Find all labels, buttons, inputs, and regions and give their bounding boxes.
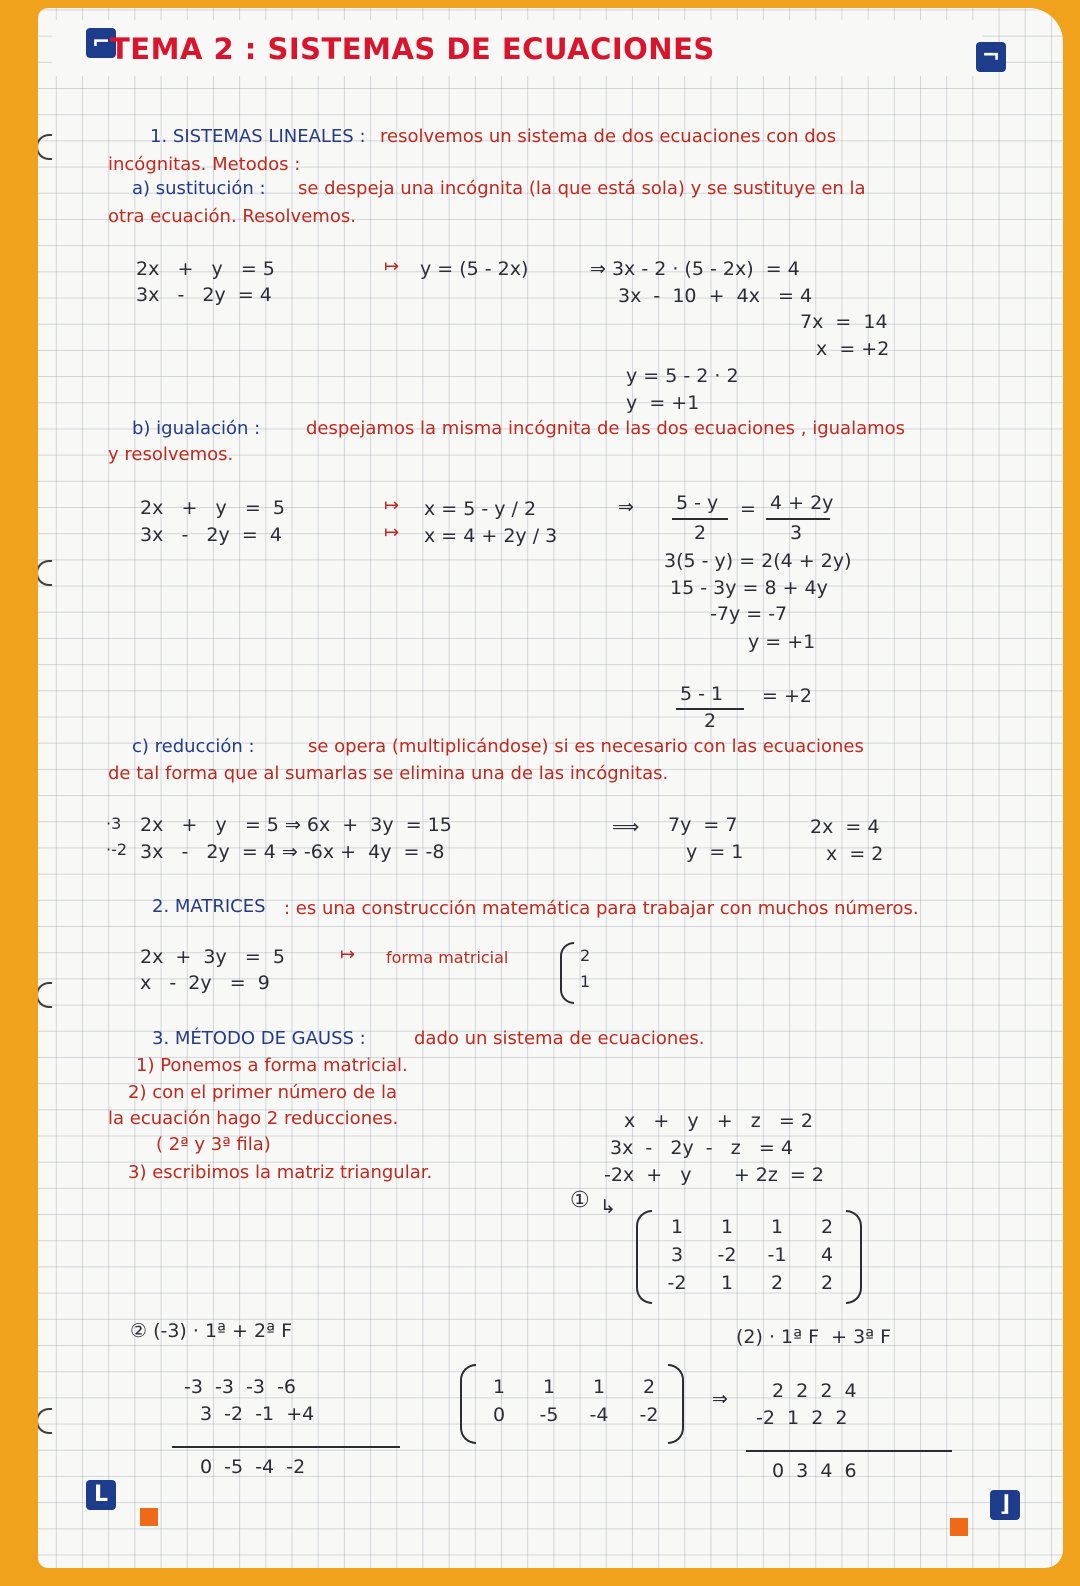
system-eq: 2x + 3y = 5 <box>140 946 285 968</box>
method-a-label: a) sustitución : <box>132 178 266 199</box>
corner-mark-icon: ⌋ <box>990 1490 1020 1520</box>
arrow-icon: ↦ <box>384 495 400 516</box>
corner-mark-icon: ¬ <box>976 42 1006 72</box>
matrix-cell: -2 <box>639 1404 659 1426</box>
matrix-cell: 2 <box>820 1272 834 1294</box>
work-line: 15 - 3y = 8 + 4y <box>670 577 828 599</box>
fraction-num: 4 + 2y <box>770 492 834 514</box>
arrow-icon: ↦ <box>384 522 400 543</box>
method-a-text-cont: otra ecuación. Resolvemos. <box>108 206 356 227</box>
binder-hole <box>38 134 52 160</box>
section2-heading: 2. MATRICES <box>152 896 266 917</box>
fraction-bar <box>766 518 830 520</box>
arrow-icon: ↦ <box>340 944 356 965</box>
fraction-den: 3 <box>790 522 803 544</box>
step-marker: ① <box>570 1188 590 1213</box>
calc-row: 2 2 2 4 <box>772 1380 857 1402</box>
matrix-cell: 4 <box>820 1244 834 1266</box>
calc-result: 0 -5 -4 -2 <box>200 1456 306 1478</box>
matrix-cell: 2 <box>642 1376 656 1398</box>
matrix-form-label: forma matricial <box>386 948 509 967</box>
corner-mark-icon: L <box>86 1480 116 1510</box>
work-line: 3x - 10 + 4x = 4 <box>618 285 813 307</box>
matrix-cell: -2 <box>717 1244 737 1266</box>
method-b-text: despejamos la misma incógnita de las dos ecuaciones , igualamos <box>306 418 906 439</box>
matrix-cell: 2 <box>580 946 591 965</box>
page-title: TEMA 2 : SISTEMAS DE ECUACIONES <box>110 32 715 66</box>
matrix-cell: -1 <box>767 1244 787 1266</box>
row-operation: ② (-3) · 1ª + 2ª F <box>130 1320 293 1342</box>
curved-arrow-icon: ↳ <box>600 1196 616 1218</box>
matrix-cell: 1 <box>592 1376 606 1398</box>
work-line: y = 1 <box>686 841 744 863</box>
calc-row: -2 1 2 2 <box>756 1407 848 1429</box>
matrix-cell: 0 <box>492 1404 506 1426</box>
gauss-step: 2) con el primer número de la <box>128 1082 398 1103</box>
matrix-cell: 2 <box>770 1272 784 1294</box>
method-b-label: b) igualación : <box>132 418 261 439</box>
matrix-bracket <box>636 1210 652 1304</box>
work-line: 2x = 4 <box>810 816 880 838</box>
matrix-cell: 1 <box>720 1272 734 1294</box>
section2-text: : es una construcción matemática para trabajar con muchos números. <box>284 898 919 919</box>
matrix-cell: 1 <box>670 1216 684 1238</box>
arrow-icon: ⟹ <box>612 816 640 838</box>
system-eq: 3x - 2y = 4 <box>140 524 282 546</box>
work-line: = +2 <box>762 685 812 707</box>
solved-var: x = 4 + 2y / 3 <box>424 525 558 547</box>
system-eq: 2x + y = 5 ⇒ 6x + 3y = 15 <box>140 814 452 836</box>
fraction-num: 5 - 1 <box>680 683 724 705</box>
method-c-text: se opera (multiplicándose) si es necesario con las ecuaciones <box>308 736 864 757</box>
implies-icon: ⇒ <box>618 496 634 518</box>
work-line: 7x = 14 <box>800 311 888 333</box>
method-b-text-cont: y resolvemos. <box>108 444 234 465</box>
solved-var: x = 5 - y / 2 <box>424 498 537 520</box>
fraction-den: 2 <box>694 522 707 544</box>
section1-heading: 1. SISTEMAS LINEALES : <box>150 126 366 147</box>
matrix-cell: 3 <box>670 1244 684 1266</box>
method-c-text-cont: de tal forma que al sumarlas se elimina una de las incógnitas. <box>108 763 669 784</box>
matrix-cell: 2 <box>820 1216 834 1238</box>
arrow-icon: ↦ <box>384 256 400 277</box>
gauss-step: 3) escribimos la matriz triangular. <box>128 1162 433 1183</box>
matrix-bracket <box>560 942 574 1004</box>
matrix-cell: -2 <box>667 1272 687 1294</box>
solved-var: y = (5 - 2x) <box>420 258 529 280</box>
work-line: 3(5 - y) = 2(4 + 2y) <box>664 550 852 572</box>
sum-line <box>172 1446 400 1448</box>
section3-heading: 3. MÉTODO DE GAUSS : <box>152 1028 366 1049</box>
method-a-text: se despeja una incógnita (la que está sola) y se sustituye en la <box>298 178 866 199</box>
matrix-cell: 1 <box>580 972 591 991</box>
system-eq: 2x + y = 5 <box>136 258 275 280</box>
section1-intro: resolvemos un sistema de dos ecuaciones con dos <box>380 126 837 147</box>
work-line: y = +1 <box>626 392 700 414</box>
method-c-label: c) reducción : <box>132 736 255 757</box>
system-eq: x - 2y = 9 <box>140 972 270 994</box>
equals: = <box>740 498 756 520</box>
section3-text: dado un sistema de ecuaciones. <box>414 1028 705 1049</box>
calc-row: 3 -2 -1 +4 <box>200 1403 315 1425</box>
matrix-cell: 1 <box>770 1216 784 1238</box>
matrix-cell: 1 <box>542 1376 556 1398</box>
calc-result: 0 3 4 6 <box>772 1460 857 1482</box>
matrix-cell: 1 <box>720 1216 734 1238</box>
work-line: y = +1 <box>748 631 816 653</box>
work-line: x = +2 <box>816 338 890 360</box>
corner-mark-icon: ⌐ <box>86 28 116 58</box>
work-line: ⇒ 3x - 2 · (5 - 2x) = 4 <box>590 258 800 280</box>
system-eq: 3x - 2y = 4 <box>136 284 272 306</box>
orange-square-icon <box>950 1518 968 1536</box>
system-eq: x + y + z = 2 <box>624 1110 813 1132</box>
gauss-step: ( 2ª y 3ª fila) <box>156 1134 271 1155</box>
system-eq: 3x - 2y - z = 4 <box>610 1137 793 1159</box>
gauss-step: 1) Ponemos a forma matricial. <box>136 1055 408 1076</box>
orange-square-icon <box>140 1508 158 1526</box>
fraction-num: 5 - y <box>676 492 719 514</box>
binder-hole <box>38 1408 52 1434</box>
matrix-cell: 1 <box>492 1376 506 1398</box>
work-line: -7y = -7 <box>710 603 788 625</box>
work-line: 7y = 7 <box>668 814 738 836</box>
multiplier: ·-2 <box>106 840 128 859</box>
row-operation: (2) · 1ª F + 3ª F <box>736 1326 892 1348</box>
work-line: y = 5 - 2 · 2 <box>626 365 739 387</box>
system-eq: 2x + y = 5 <box>140 497 285 519</box>
implies-icon: ⇒ <box>712 1388 728 1410</box>
system-eq: 3x - 2y = 4 ⇒ -6x + 4y = -8 <box>140 841 445 863</box>
multiplier: ·3 <box>106 814 122 833</box>
matrix-cell: -5 <box>539 1404 559 1426</box>
sum-line <box>746 1450 952 1452</box>
fraction-bar <box>672 518 728 520</box>
calc-row: -3 -3 -3 -6 <box>184 1376 297 1398</box>
system-eq: -2x + y + 2z = 2 <box>604 1164 824 1186</box>
binder-hole <box>38 982 52 1008</box>
binder-hole <box>38 560 52 586</box>
section1-intro-cont: incógnitas. Metodos : <box>108 154 301 175</box>
matrix-cell: -4 <box>589 1404 609 1426</box>
work-line: x = 2 <box>826 843 884 865</box>
gauss-step: la ecuación hago 2 reducciones. <box>108 1108 399 1129</box>
fraction-den: 2 <box>704 710 717 732</box>
